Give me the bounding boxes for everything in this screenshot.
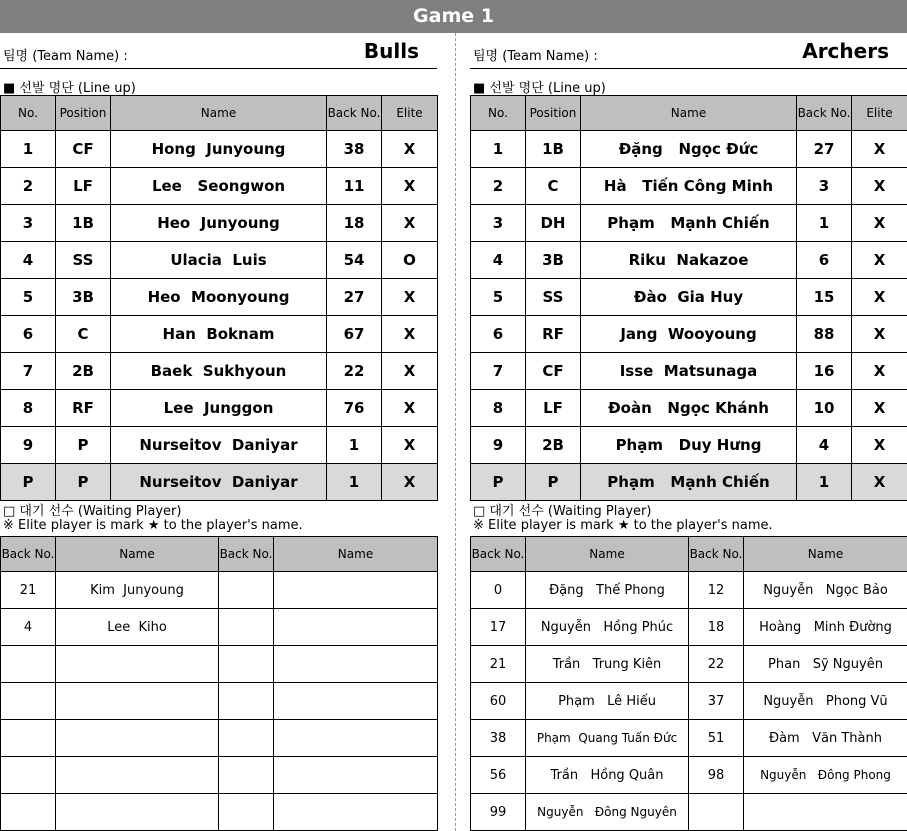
lineup-player-name: Isse Matsunaga bbox=[581, 353, 797, 390]
waiting-back-no: 12 bbox=[689, 572, 744, 609]
waiting-back-no bbox=[219, 646, 274, 683]
lineup-position: 2B bbox=[526, 427, 581, 464]
header-back-no: Back No. bbox=[1, 537, 56, 572]
lineup-row bbox=[471, 168, 907, 205]
waiting-back-no bbox=[219, 683, 274, 720]
lineup-no: 8 bbox=[471, 390, 526, 427]
lineup-elite: X bbox=[852, 205, 907, 242]
game-title: Game 1 bbox=[0, 0, 907, 33]
waiting-player-name: Nguyễn Đông Phong bbox=[744, 757, 907, 794]
header-back-no: Back No. bbox=[327, 96, 382, 131]
lineup-back-no: 22 bbox=[327, 353, 382, 390]
waiting-player-name bbox=[274, 572, 438, 609]
lineup-row bbox=[1, 242, 438, 279]
waiting-section-label: □ 대기 선수 (Waiting Player) bbox=[473, 504, 652, 519]
lineup-no: 2 bbox=[1, 168, 56, 205]
waiting-header-row bbox=[1, 537, 438, 572]
waiting-section-label: □ 대기 선수 (Waiting Player) bbox=[3, 504, 182, 519]
waiting-row bbox=[471, 794, 907, 831]
lineup-player-name: Nurseitov Daniyar bbox=[111, 464, 327, 501]
lineup-elite: X bbox=[852, 316, 907, 353]
lineup-no: 5 bbox=[1, 279, 56, 316]
team-name: Bulls bbox=[363, 39, 419, 63]
lineup-no: 7 bbox=[471, 353, 526, 390]
lineup-elite: X bbox=[852, 427, 907, 464]
header-back-no: Back No. bbox=[689, 537, 744, 572]
lineup-player-name: Baek Sukhyoun bbox=[111, 353, 327, 390]
lineup-row bbox=[471, 205, 907, 242]
waiting-row bbox=[471, 683, 907, 720]
header-back-no: Back No. bbox=[471, 537, 526, 572]
elite-note: ※ Elite player is mark ★ to the player's name. bbox=[473, 518, 773, 533]
lineup-player-name: Đào Gia Huy bbox=[581, 279, 797, 316]
lineup-player-name: Heo Moonyoung bbox=[111, 279, 327, 316]
lineup-no: 6 bbox=[471, 316, 526, 353]
lineup-no: 3 bbox=[1, 205, 56, 242]
lineup-player-name: Lee Seongwon bbox=[111, 168, 327, 205]
waiting-back-no: 99 bbox=[471, 794, 526, 831]
waiting-row bbox=[471, 720, 907, 757]
lineup-no: P bbox=[1, 464, 56, 501]
team-panel-left bbox=[0, 33, 437, 831]
lineup-no: 6 bbox=[1, 316, 56, 353]
lineup-back-no: 18 bbox=[327, 205, 382, 242]
lineup-position: SS bbox=[526, 279, 581, 316]
lineup-elite: O bbox=[382, 242, 438, 279]
header-name: Name bbox=[111, 96, 327, 131]
waiting-player-name: Đàm Văn Thành bbox=[744, 720, 907, 757]
waiting-back-no: 21 bbox=[1, 572, 56, 609]
lineup-row bbox=[1, 353, 438, 390]
lineup-table bbox=[0, 95, 438, 501]
lineup-elite: X bbox=[382, 168, 438, 205]
waiting-row bbox=[1, 683, 438, 720]
lineup-row bbox=[1, 279, 438, 316]
lineup-row bbox=[471, 131, 907, 168]
waiting-back-no bbox=[219, 720, 274, 757]
waiting-row bbox=[1, 572, 438, 609]
lineup-back-no: 76 bbox=[327, 390, 382, 427]
lineup-elite: X bbox=[852, 242, 907, 279]
lineup-elite: X bbox=[852, 390, 907, 427]
waiting-table bbox=[0, 536, 438, 831]
waiting-back-no bbox=[219, 757, 274, 794]
lineup-back-no: 6 bbox=[797, 242, 852, 279]
waiting-player-name bbox=[274, 794, 438, 831]
lineup-back-no: 3 bbox=[797, 168, 852, 205]
lineup-position: SS bbox=[56, 242, 111, 279]
lineup-back-no: 67 bbox=[327, 316, 382, 353]
lineup-elite: X bbox=[382, 427, 438, 464]
lineup-row bbox=[1, 316, 438, 353]
lineup-back-no: 16 bbox=[797, 353, 852, 390]
lineup-back-no: 88 bbox=[797, 316, 852, 353]
lineup-position: LF bbox=[56, 168, 111, 205]
lineup-back-no: 10 bbox=[797, 390, 852, 427]
team-name: Archers bbox=[802, 39, 889, 63]
lineup-header-row bbox=[471, 96, 907, 131]
waiting-row bbox=[1, 794, 438, 831]
lineup-position: 1B bbox=[56, 205, 111, 242]
waiting-back-no bbox=[219, 609, 274, 646]
lineup-player-name: Lee Junggon bbox=[111, 390, 327, 427]
lineup-position: CF bbox=[526, 353, 581, 390]
waiting-player-name: Trần Trung Kiên bbox=[526, 646, 689, 683]
lineup-no: 2 bbox=[471, 168, 526, 205]
waiting-back-no bbox=[689, 794, 744, 831]
lineup-back-no: 27 bbox=[327, 279, 382, 316]
lineup-no: 1 bbox=[471, 131, 526, 168]
lineup-position: 2B bbox=[56, 353, 111, 390]
waiting-back-no bbox=[1, 794, 56, 831]
lineup-row bbox=[1, 131, 438, 168]
waiting-back-no bbox=[219, 794, 274, 831]
waiting-back-no bbox=[1, 720, 56, 757]
waiting-back-no: 37 bbox=[689, 683, 744, 720]
lineup-no: 4 bbox=[471, 242, 526, 279]
lineup-back-no: 1 bbox=[797, 205, 852, 242]
waiting-player-name bbox=[274, 720, 438, 757]
waiting-player-name: Hoàng Minh Đường bbox=[744, 609, 907, 646]
header-name: Name bbox=[744, 537, 907, 572]
lineup-back-no: 27 bbox=[797, 131, 852, 168]
lineup-elite: X bbox=[382, 390, 438, 427]
lineup-position: DH bbox=[526, 205, 581, 242]
lineup-player-name: Đoàn Ngọc Khánh bbox=[581, 390, 797, 427]
lineup-position: 3B bbox=[56, 279, 111, 316]
lineup-row bbox=[471, 353, 907, 390]
lineup-elite: X bbox=[382, 353, 438, 390]
lineup-player-name: Hong Junyoung bbox=[111, 131, 327, 168]
lineup-no: 7 bbox=[1, 353, 56, 390]
lineup-no: 5 bbox=[471, 279, 526, 316]
waiting-player-name: Nguyễn Ngọc Bảo bbox=[744, 572, 907, 609]
lineup-elite: X bbox=[852, 464, 907, 501]
waiting-back-no: 98 bbox=[689, 757, 744, 794]
lineup-no: P bbox=[471, 464, 526, 501]
lineup-player-name: Phạm Duy Hưng bbox=[581, 427, 797, 464]
waiting-player-name bbox=[744, 794, 907, 831]
lineup-row bbox=[1, 427, 438, 464]
waiting-player-name bbox=[274, 757, 438, 794]
lineup-position: RF bbox=[526, 316, 581, 353]
waiting-row bbox=[1, 646, 438, 683]
waiting-back-no bbox=[1, 757, 56, 794]
waiting-player-name: Kim Junyoung bbox=[56, 572, 219, 609]
header-no: No. bbox=[471, 96, 526, 131]
waiting-row bbox=[471, 757, 907, 794]
waiting-player-name bbox=[56, 720, 219, 757]
lineup-player-name: Nurseitov Daniyar bbox=[111, 427, 327, 464]
lineup-back-no: 54 bbox=[327, 242, 382, 279]
team-name-label: 팀명 (Team Name) : bbox=[3, 49, 128, 64]
lineup-row bbox=[1, 390, 438, 427]
lineup-section-label: ■ 선발 명단 (Line up) bbox=[473, 81, 606, 96]
lineup-elite: X bbox=[382, 205, 438, 242]
waiting-back-no: 0 bbox=[471, 572, 526, 609]
waiting-back-no: 38 bbox=[471, 720, 526, 757]
waiting-back-no: 51 bbox=[689, 720, 744, 757]
waiting-player-name: Nguyễn Phong Vũ bbox=[744, 683, 907, 720]
waiting-row bbox=[1, 720, 438, 757]
lineup-elite: X bbox=[382, 131, 438, 168]
header-name: Name bbox=[56, 537, 219, 572]
lineup-back-no: 1 bbox=[797, 464, 852, 501]
lineup-position: RF bbox=[56, 390, 111, 427]
lineup-player-name: Phạm Mạnh Chiến bbox=[581, 464, 797, 501]
waiting-back-no: 22 bbox=[689, 646, 744, 683]
lineup-back-no: 4 bbox=[797, 427, 852, 464]
waiting-player-name: Phạm Lê Hiếu bbox=[526, 683, 689, 720]
header-name: Name bbox=[274, 537, 438, 572]
header-back-no: Back No. bbox=[219, 537, 274, 572]
lineup-table bbox=[470, 95, 907, 501]
waiting-player-name: Phan Sỹ Nguyên bbox=[744, 646, 907, 683]
team-name-row bbox=[470, 33, 907, 69]
header-elite: Elite bbox=[852, 96, 907, 131]
waiting-back-no bbox=[219, 572, 274, 609]
lineup-position: P bbox=[56, 427, 111, 464]
waiting-back-no: 17 bbox=[471, 609, 526, 646]
waiting-player-name bbox=[274, 609, 438, 646]
lineup-no: 4 bbox=[1, 242, 56, 279]
waiting-player-name: Trần Hồng Quân bbox=[526, 757, 689, 794]
header-no: No. bbox=[1, 96, 56, 131]
lineup-no: 3 bbox=[471, 205, 526, 242]
waiting-player-name: Phạm Quang Tuấn Đức bbox=[526, 720, 689, 757]
waiting-row bbox=[471, 609, 907, 646]
waiting-player-name: Nguyễn Đông Nguyên bbox=[526, 794, 689, 831]
header-position: Position bbox=[526, 96, 581, 131]
lineup-position: C bbox=[56, 316, 111, 353]
panel-divider bbox=[455, 33, 456, 831]
waiting-table bbox=[470, 536, 907, 831]
waiting-player-name: Nguyễn Hồng Phúc bbox=[526, 609, 689, 646]
team-panel-right bbox=[470, 33, 907, 831]
waiting-back-no: 18 bbox=[689, 609, 744, 646]
lineup-position: 3B bbox=[526, 242, 581, 279]
waiting-player-name bbox=[56, 646, 219, 683]
waiting-back-no bbox=[1, 646, 56, 683]
lineup-elite: X bbox=[382, 464, 438, 501]
waiting-back-no: 56 bbox=[471, 757, 526, 794]
lineup-position: P bbox=[56, 464, 111, 501]
lineup-row bbox=[1, 205, 438, 242]
lineup-no: 1 bbox=[1, 131, 56, 168]
waiting-player-name: Lee Kiho bbox=[56, 609, 219, 646]
waiting-row bbox=[471, 572, 907, 609]
lineup-player-name: Phạm Mạnh Chiến bbox=[581, 205, 797, 242]
lineup-row bbox=[471, 427, 907, 464]
lineup-row bbox=[471, 242, 907, 279]
waiting-player-name bbox=[274, 683, 438, 720]
lineup-position: C bbox=[526, 168, 581, 205]
lineup-back-no: 1 bbox=[327, 464, 382, 501]
lineup-player-name: Đặng Ngọc Đức bbox=[581, 131, 797, 168]
lineup-position: LF bbox=[526, 390, 581, 427]
lineup-player-name: Hà Tiến Công Minh bbox=[581, 168, 797, 205]
lineup-row bbox=[471, 279, 907, 316]
lineup-player-name: Han Boknam bbox=[111, 316, 327, 353]
waiting-row bbox=[1, 609, 438, 646]
waiting-back-no: 21 bbox=[471, 646, 526, 683]
lineup-player-name: Heo Junyoung bbox=[111, 205, 327, 242]
waiting-row bbox=[471, 646, 907, 683]
lineup-row bbox=[1, 168, 438, 205]
header-position: Position bbox=[56, 96, 111, 131]
lineup-back-no: 38 bbox=[327, 131, 382, 168]
lineup-no: 9 bbox=[1, 427, 56, 464]
lineup-elite: X bbox=[852, 353, 907, 390]
lineup-section-label: ■ 선발 명단 (Line up) bbox=[3, 81, 136, 96]
lineup-row bbox=[471, 390, 907, 427]
lineup-elite: X bbox=[382, 316, 438, 353]
header-name: Name bbox=[526, 537, 689, 572]
lineup-player-name: Riku Nakazoe bbox=[581, 242, 797, 279]
lineup-row bbox=[471, 464, 907, 501]
lineup-position: CF bbox=[56, 131, 111, 168]
team-name-label: 팀명 (Team Name) : bbox=[473, 49, 598, 64]
waiting-header-row bbox=[471, 537, 907, 572]
lineup-player-name: Ulacia Luis bbox=[111, 242, 327, 279]
lineup-row bbox=[1, 464, 438, 501]
waiting-back-no: 4 bbox=[1, 609, 56, 646]
team-name-row bbox=[0, 33, 437, 69]
lineup-no: 9 bbox=[471, 427, 526, 464]
lineup-position: 1B bbox=[526, 131, 581, 168]
elite-note: ※ Elite player is mark ★ to the player's name. bbox=[3, 518, 303, 533]
waiting-back-no bbox=[1, 683, 56, 720]
lineup-player-name: Jang Wooyoung bbox=[581, 316, 797, 353]
lineup-back-no: 15 bbox=[797, 279, 852, 316]
lineup-elite: X bbox=[852, 279, 907, 316]
lineup-elite: X bbox=[852, 131, 907, 168]
lineup-back-no: 11 bbox=[327, 168, 382, 205]
waiting-player-name bbox=[274, 646, 438, 683]
lineup-row bbox=[471, 316, 907, 353]
waiting-back-no: 60 bbox=[471, 683, 526, 720]
waiting-player-name: Đặng Thế Phong bbox=[526, 572, 689, 609]
lineup-header-row bbox=[1, 96, 438, 131]
header-name: Name bbox=[581, 96, 797, 131]
lineup-position: P bbox=[526, 464, 581, 501]
header-back-no: Back No. bbox=[797, 96, 852, 131]
waiting-player-name bbox=[56, 794, 219, 831]
waiting-row bbox=[1, 757, 438, 794]
lineup-elite: X bbox=[382, 279, 438, 316]
waiting-player-name bbox=[56, 683, 219, 720]
lineup-elite: X bbox=[852, 168, 907, 205]
waiting-player-name bbox=[56, 757, 219, 794]
lineup-no: 8 bbox=[1, 390, 56, 427]
lineup-back-no: 1 bbox=[327, 427, 382, 464]
header-elite: Elite bbox=[382, 96, 438, 131]
